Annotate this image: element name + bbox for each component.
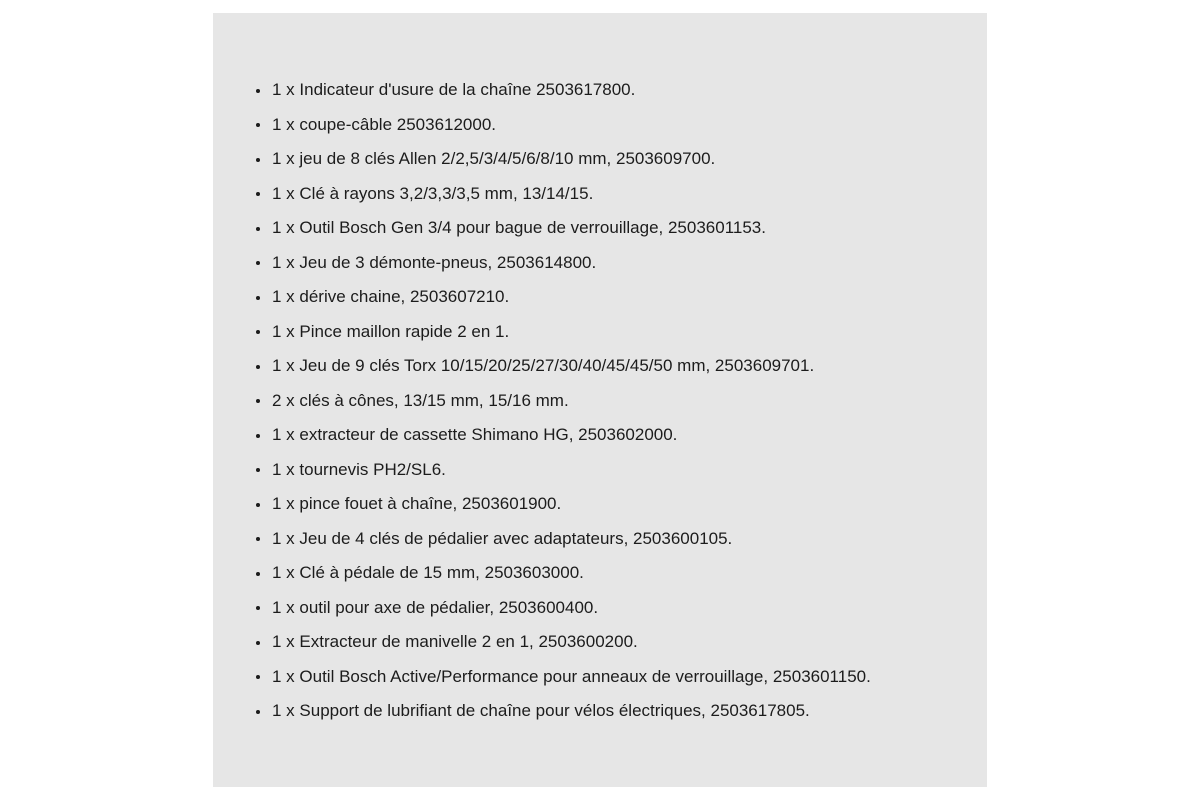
bullet-icon — [256, 296, 260, 300]
bullet-icon — [256, 572, 260, 576]
list-item — [253, 280, 871, 315]
bullet-icon — [256, 123, 260, 127]
list-item-text: 1 x Clé à rayons 3,2/3,3/3,5 mm, 13/14/15. — [272, 183, 594, 203]
bullet-icon — [256, 675, 260, 679]
list-item — [253, 315, 871, 350]
list-item-text: 1 x tournevis PH2/SL6. — [272, 459, 446, 479]
list-item-text: 1 x Indicateur d'usure de la chaîne 2503617800. — [272, 80, 636, 99]
list-item-text: 1 x Jeu de 4 clés de pédalier avec adaptateurs, 2503600105. — [272, 528, 733, 548]
list-item — [253, 418, 871, 453]
list-item — [253, 556, 871, 591]
bullet-icon — [256, 710, 260, 714]
list-item — [253, 487, 871, 522]
list-item — [253, 177, 871, 212]
list-item-text: 2 x clés à cônes, 13/15 mm, 15/16 mm. — [272, 390, 569, 410]
list-item — [253, 142, 871, 177]
bullet-icon — [256, 641, 260, 645]
list-item — [253, 211, 871, 246]
list-item — [253, 73, 871, 108]
list-item-text: 1 x coupe-câble 2503612000. — [272, 114, 497, 134]
bullet-icon — [256, 468, 260, 472]
bullet-icon — [256, 434, 260, 438]
bullet-icon — [256, 606, 260, 610]
list-item — [253, 246, 871, 281]
bullet-icon — [256, 227, 260, 231]
bullet-icon — [256, 261, 260, 265]
content-panel — [213, 13, 987, 787]
bullet-icon — [256, 537, 260, 541]
list-item — [253, 694, 871, 729]
list-item — [253, 522, 871, 557]
list-item — [253, 591, 871, 626]
list-item — [253, 108, 871, 143]
list-item — [253, 453, 871, 488]
list-item-text: 1 x Outil Bosch Active/Performance pour anneaux de verrouillage, 2503601150. — [272, 666, 871, 686]
list-item-text: 1 x Outil Bosch Gen 3/4 pour bague de verrouillage, 2503601153. — [272, 218, 766, 237]
bullet-icon — [256, 399, 260, 403]
list-item-text: 1 x jeu de 8 clés Allen 2/2,5/3/4/5/6/8/10 mm, 2503609700. — [272, 149, 716, 168]
list-item-text: 1 x Extracteur de manivelle 2 en 1, 2503600200. — [272, 632, 638, 651]
list-item-text: 1 x extracteur de cassette Shimano HG, 2503602000. — [272, 425, 678, 444]
list-item-text: 1 x outil pour axe de pédalier, 2503600400. — [272, 597, 599, 617]
bullet-icon — [256, 330, 260, 334]
list-item-text: 1 x Jeu de 3 démonte-pneus, 2503614800. — [272, 252, 597, 272]
list-item-text: 1 x Support de lubrifiant de chaîne pour vélos électriques, 2503617805. — [272, 701, 810, 720]
bullet-icon — [256, 89, 260, 93]
list-item-text: 1 x Clé à pédale de 15 mm, 2503603000. — [272, 563, 584, 582]
list-item — [253, 384, 871, 419]
list-item-text: 1 x pince fouet à chaîne, 2503601900. — [272, 494, 562, 513]
list-item — [253, 349, 871, 384]
bullet-icon — [256, 158, 260, 162]
tool-list — [253, 73, 871, 729]
bullet-icon — [256, 365, 260, 369]
bullet-icon — [256, 192, 260, 196]
list-item-text: 1 x dérive chaine, 2503607210. — [272, 287, 510, 306]
list-item-text: 1 x Pince maillon rapide 2 en 1. — [272, 321, 510, 341]
bullet-icon — [256, 503, 260, 507]
list-item — [253, 625, 871, 660]
list-item — [253, 660, 871, 695]
list-item-text: 1 x Jeu de 9 clés Torx 10/15/20/25/27/30/40/45/45/50 mm, 2503609701. — [272, 356, 815, 375]
